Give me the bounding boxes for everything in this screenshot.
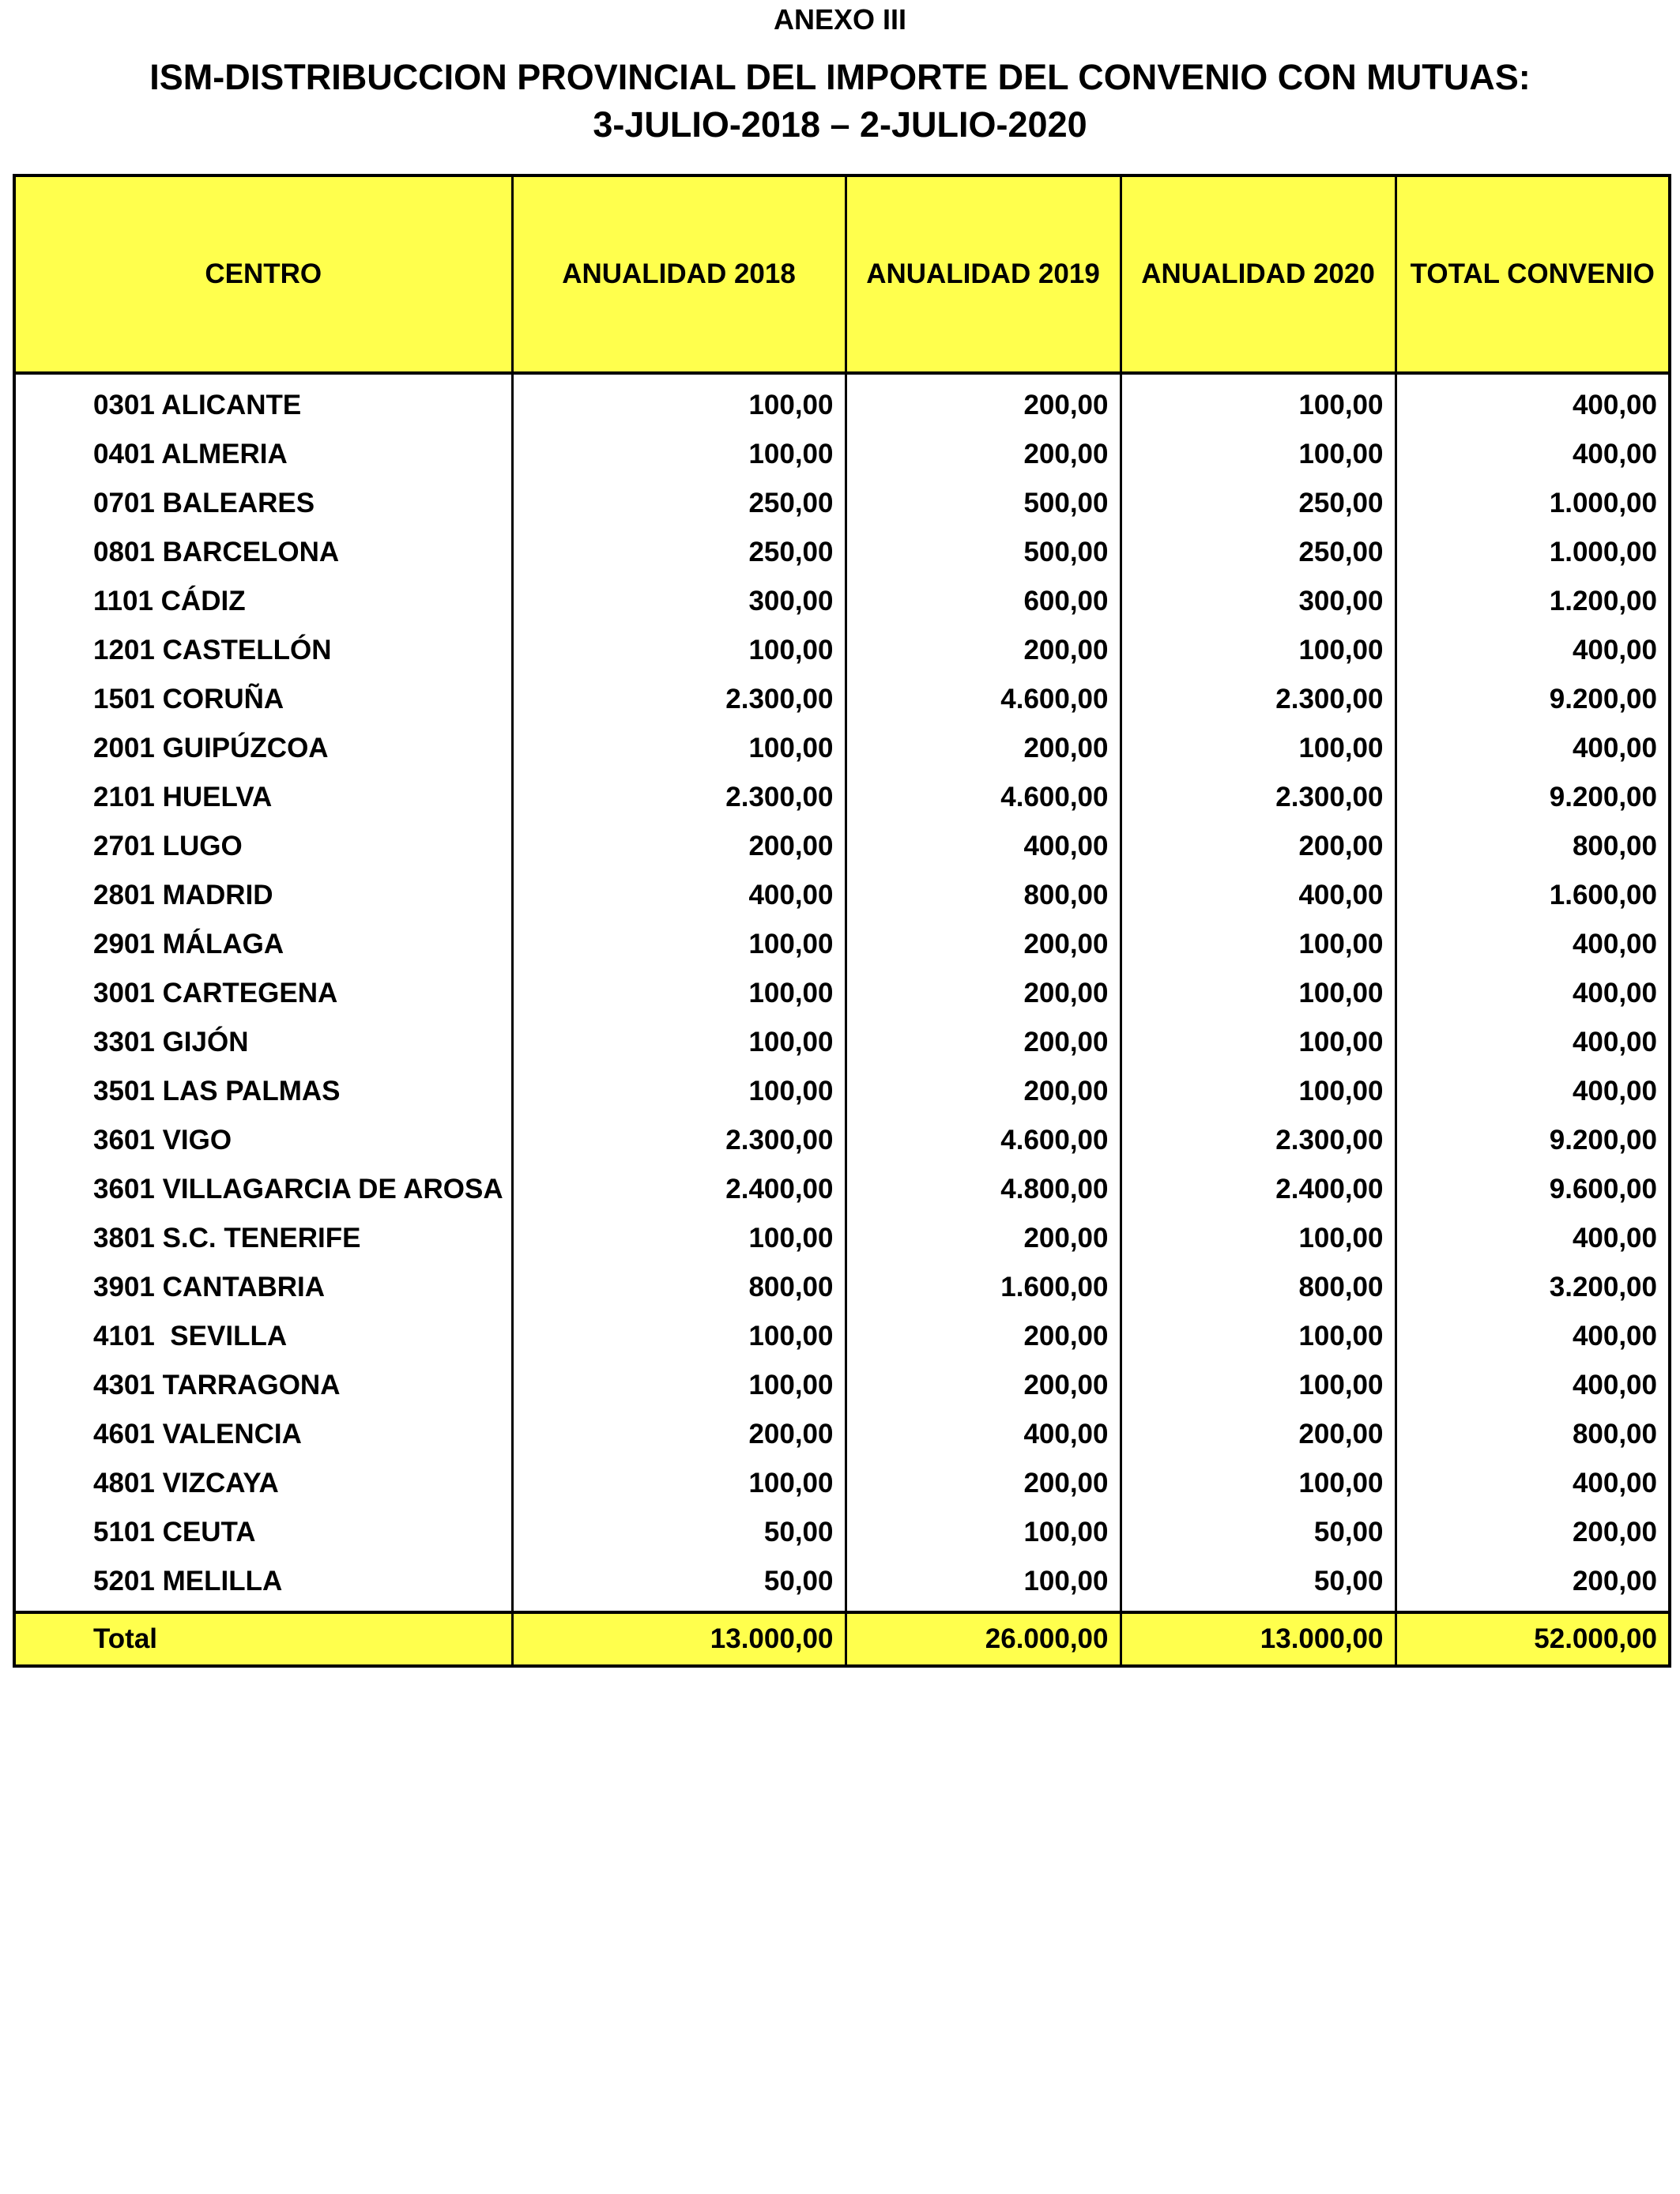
centro-cell: 3601 VILLAGARCIA DE AROSA <box>14 1165 512 1214</box>
anualidad-2018-cell: 200,00 <box>512 822 846 871</box>
anualidad-2020-cell: 100,00 <box>1121 1361 1396 1410</box>
anualidad-2019-cell: 200,00 <box>846 1067 1121 1116</box>
anualidad-2020-cell: 100,00 <box>1121 626 1396 675</box>
anualidad-2019-cell: 200,00 <box>846 1459 1121 1508</box>
anualidad-2019-cell: 200,00 <box>846 626 1121 675</box>
anualidad-2018-cell: 100,00 <box>512 1067 846 1116</box>
anualidad-2018-cell: 100,00 <box>512 430 846 479</box>
anualidad-2020-cell: 100,00 <box>1121 1214 1396 1263</box>
centro-cell: 1201 CASTELLÓN <box>14 626 512 675</box>
anualidad-2019-cell: 200,00 <box>846 1018 1121 1067</box>
table-row <box>14 1018 1670 1067</box>
anualidad-2018-cell: 50,00 <box>512 1508 846 1557</box>
centro-cell: 3801 S.C. TENERIFE <box>14 1214 512 1263</box>
total-convenio-cell: 9.200,00 <box>1396 1116 1670 1165</box>
anualidad-2018-cell: 100,00 <box>512 1214 846 1263</box>
total-row <box>14 1612 1670 1666</box>
anualidad-2019-cell: 200,00 <box>846 724 1121 773</box>
anualidad-2019-cell: 200,00 <box>846 1312 1121 1361</box>
anualidad-2020-cell: 200,00 <box>1121 822 1396 871</box>
centro-cell: 0401 ALMERIA <box>14 430 512 479</box>
total-convenio-cell: 1.000,00 <box>1396 528 1670 577</box>
anualidad-2018-cell: 100,00 <box>512 626 846 675</box>
title-line-2: 3-JULIO-2018 – 2-JULIO-2020 <box>593 104 1087 145</box>
title-line-1: ISM-DISTRIBUCCION PROVINCIAL DEL IMPORTE DEL CONVENIO CON MUTUAS: <box>149 57 1531 97</box>
anualidad-2019-cell: 200,00 <box>846 920 1121 969</box>
anualidad-2020-cell: 300,00 <box>1121 577 1396 626</box>
anualidad-2020-cell: 100,00 <box>1121 920 1396 969</box>
anualidad-2019-cell: 4.600,00 <box>846 675 1121 724</box>
anualidad-2019-cell: 600,00 <box>846 577 1121 626</box>
anualidad-2018-cell: 2.300,00 <box>512 675 846 724</box>
anualidad-2019-cell: 100,00 <box>846 1508 1121 1557</box>
anualidad-2019-cell: 4.600,00 <box>846 773 1121 822</box>
table-header <box>14 175 1670 373</box>
centro-cell: 4301 TARRAGONA <box>14 1361 512 1410</box>
total-convenio-cell: 400,00 <box>1396 920 1670 969</box>
anualidad-2020-cell: 100,00 <box>1121 430 1396 479</box>
table-row <box>14 1459 1670 1508</box>
table-row <box>14 577 1670 626</box>
centro-cell: 3001 CARTEGENA <box>14 969 512 1018</box>
annex-label: ANEXO III <box>773 3 907 36</box>
table-row <box>14 479 1670 528</box>
anualidad-2020-cell: 250,00 <box>1121 479 1396 528</box>
total-convenio-cell: 400,00 <box>1396 1312 1670 1361</box>
total-convenio-cell: 400,00 <box>1396 1459 1670 1508</box>
table-row <box>14 528 1670 577</box>
anualidad-2018-cell: 200,00 <box>512 1410 846 1459</box>
anualidad-2018-cell: 2.400,00 <box>512 1165 846 1214</box>
anualidad-2019-cell: 200,00 <box>846 430 1121 479</box>
total-convenio-cell: 9.200,00 <box>1396 675 1670 724</box>
anualidad-2020-cell: 100,00 <box>1121 724 1396 773</box>
anualidad-2020-cell: 100,00 <box>1121 1459 1396 1508</box>
table-row <box>14 626 1670 675</box>
header-anualidad-2018: ANUALIDAD 2018 <box>512 175 846 373</box>
table-row <box>14 1508 1670 1557</box>
table-row <box>14 373 1670 430</box>
centro-cell: 2001 GUIPÚZCOA <box>14 724 512 773</box>
anualidad-2018-cell: 400,00 <box>512 871 846 920</box>
table-row <box>14 822 1670 871</box>
total-anualidad-2018: 13.000,00 <box>512 1612 846 1666</box>
total-convenio-cell: 400,00 <box>1396 724 1670 773</box>
anualidad-2020-cell: 50,00 <box>1121 1557 1396 1612</box>
centro-cell: 2901 MÁLAGA <box>14 920 512 969</box>
total-convenio-cell: 3.200,00 <box>1396 1263 1670 1312</box>
total-convenio-cell: 400,00 <box>1396 1018 1670 1067</box>
header-centro: CENTRO <box>14 175 512 373</box>
anualidad-2020-cell: 2.300,00 <box>1121 773 1396 822</box>
total-convenio-cell: 400,00 <box>1396 1214 1670 1263</box>
anualidad-2020-cell: 100,00 <box>1121 1018 1396 1067</box>
anualidad-2018-cell: 250,00 <box>512 528 846 577</box>
centro-cell: 1101 CÁDIZ <box>14 577 512 626</box>
total-convenio-cell: 1.600,00 <box>1396 871 1670 920</box>
table-body <box>14 373 1670 1612</box>
table-row <box>14 1165 1670 1214</box>
total-convenio-cell: 400,00 <box>1396 626 1670 675</box>
total-convenio-cell: 800,00 <box>1396 1410 1670 1459</box>
anualidad-2019-cell: 4.600,00 <box>846 1116 1121 1165</box>
table-row <box>14 1067 1670 1116</box>
anualidad-2020-cell: 50,00 <box>1121 1508 1396 1557</box>
table-row <box>14 1361 1670 1410</box>
total-convenio-cell: 1.200,00 <box>1396 577 1670 626</box>
header-anualidad-2020: ANUALIDAD 2020 <box>1121 175 1396 373</box>
anualidad-2020-cell: 100,00 <box>1121 969 1396 1018</box>
total-convenio-cell: 9.200,00 <box>1396 773 1670 822</box>
table-row <box>14 969 1670 1018</box>
anualidad-2018-cell: 100,00 <box>512 920 846 969</box>
anualidad-2018-cell: 100,00 <box>512 969 846 1018</box>
centro-cell: 5201 MELILLA <box>14 1557 512 1612</box>
header-anualidad-2019: ANUALIDAD 2019 <box>846 175 1121 373</box>
anualidad-2018-cell: 100,00 <box>512 724 846 773</box>
anualidad-2018-cell: 2.300,00 <box>512 1116 846 1165</box>
anualidad-2020-cell: 2.300,00 <box>1121 675 1396 724</box>
centro-cell: 5101 CEUTA <box>14 1508 512 1557</box>
centro-cell: 0801 BARCELONA <box>14 528 512 577</box>
anualidad-2019-cell: 200,00 <box>846 373 1121 430</box>
table-footer <box>14 1612 1670 1666</box>
centro-cell: 3501 LAS PALMAS <box>14 1067 512 1116</box>
table-row <box>14 1312 1670 1361</box>
total-convenio-cell: 400,00 <box>1396 969 1670 1018</box>
anualidad-2018-cell: 100,00 <box>512 1361 846 1410</box>
anualidad-2020-cell: 800,00 <box>1121 1263 1396 1312</box>
anualidad-2018-cell: 100,00 <box>512 1018 846 1067</box>
centro-cell: 2101 HUELVA <box>14 773 512 822</box>
centro-cell: 4801 VIZCAYA <box>14 1459 512 1508</box>
table-row <box>14 920 1670 969</box>
anualidad-2020-cell: 2.300,00 <box>1121 1116 1396 1165</box>
total-convenio-cell: 800,00 <box>1396 822 1670 871</box>
table-row <box>14 1116 1670 1165</box>
anualidad-2019-cell: 4.800,00 <box>846 1165 1121 1214</box>
total-convenio-cell: 400,00 <box>1396 1361 1670 1410</box>
anualidad-2018-cell: 300,00 <box>512 577 846 626</box>
centro-cell: 3901 CANTABRIA <box>14 1263 512 1312</box>
anualidad-2019-cell: 500,00 <box>846 479 1121 528</box>
anualidad-2020-cell: 100,00 <box>1121 1067 1396 1116</box>
total-convenio-cell: 200,00 <box>1396 1557 1670 1612</box>
total-convenio-cell: 1.000,00 <box>1396 479 1670 528</box>
anualidad-2019-cell: 400,00 <box>846 822 1121 871</box>
anualidad-2019-cell: 500,00 <box>846 528 1121 577</box>
centro-cell: 2801 MADRID <box>14 871 512 920</box>
anualidad-2020-cell: 200,00 <box>1121 1410 1396 1459</box>
table-row <box>14 430 1670 479</box>
total-anualidad-2020: 13.000,00 <box>1121 1612 1396 1666</box>
anualidad-2020-cell: 100,00 <box>1121 373 1396 430</box>
table-row <box>14 724 1670 773</box>
anualidad-2020-cell: 100,00 <box>1121 1312 1396 1361</box>
table-row <box>14 871 1670 920</box>
table-row <box>14 1263 1670 1312</box>
anualidad-2019-cell: 400,00 <box>846 1410 1121 1459</box>
anualidad-2019-cell: 200,00 <box>846 1214 1121 1263</box>
total-convenio-cell: 200,00 <box>1396 1508 1670 1557</box>
anualidad-2018-cell: 50,00 <box>512 1557 846 1612</box>
total-convenio-cell: 400,00 <box>1396 373 1670 430</box>
anualidad-2018-cell: 250,00 <box>512 479 846 528</box>
table-row <box>14 1410 1670 1459</box>
centro-cell: 3301 GIJÓN <box>14 1018 512 1067</box>
document-title <box>0 54 1680 149</box>
anualidad-2020-cell: 2.400,00 <box>1121 1165 1396 1214</box>
anualidad-2019-cell: 100,00 <box>846 1557 1121 1612</box>
centro-cell: 4601 VALENCIA <box>14 1410 512 1459</box>
anualidad-2018-cell: 100,00 <box>512 373 846 430</box>
table-row <box>14 675 1670 724</box>
centro-cell: 2701 LUGO <box>14 822 512 871</box>
total-label: Total <box>14 1612 512 1666</box>
total-convenio-cell: 9.600,00 <box>1396 1165 1670 1214</box>
anualidad-2018-cell: 100,00 <box>512 1459 846 1508</box>
anualidad-2019-cell: 1.600,00 <box>846 1263 1121 1312</box>
distribution-table <box>13 174 1671 1668</box>
header-row <box>14 175 1670 373</box>
anualidad-2020-cell: 400,00 <box>1121 871 1396 920</box>
centro-cell: 1501 CORUÑA <box>14 675 512 724</box>
anualidad-2018-cell: 2.300,00 <box>512 773 846 822</box>
centro-cell: 4101 SEVILLA <box>14 1312 512 1361</box>
total-convenio-cell: 400,00 <box>1396 430 1670 479</box>
table-row <box>14 1557 1670 1612</box>
table-row <box>14 1214 1670 1263</box>
anualidad-2019-cell: 800,00 <box>846 871 1121 920</box>
header-total-convenio: TOTAL CONVENIO <box>1396 175 1670 373</box>
table-row <box>14 773 1670 822</box>
total-anualidad-2019: 26.000,00 <box>846 1612 1121 1666</box>
anualidad-2020-cell: 250,00 <box>1121 528 1396 577</box>
anualidad-2018-cell: 800,00 <box>512 1263 846 1312</box>
anualidad-2018-cell: 100,00 <box>512 1312 846 1361</box>
centro-cell: 0701 BALEARES <box>14 479 512 528</box>
centro-cell: 0301 ALICANTE <box>14 373 512 430</box>
total-convenio: 52.000,00 <box>1396 1612 1670 1666</box>
anualidad-2019-cell: 200,00 <box>846 969 1121 1018</box>
total-convenio-cell: 400,00 <box>1396 1067 1670 1116</box>
anualidad-2019-cell: 200,00 <box>846 1361 1121 1410</box>
centro-cell: 3601 VIGO <box>14 1116 512 1165</box>
